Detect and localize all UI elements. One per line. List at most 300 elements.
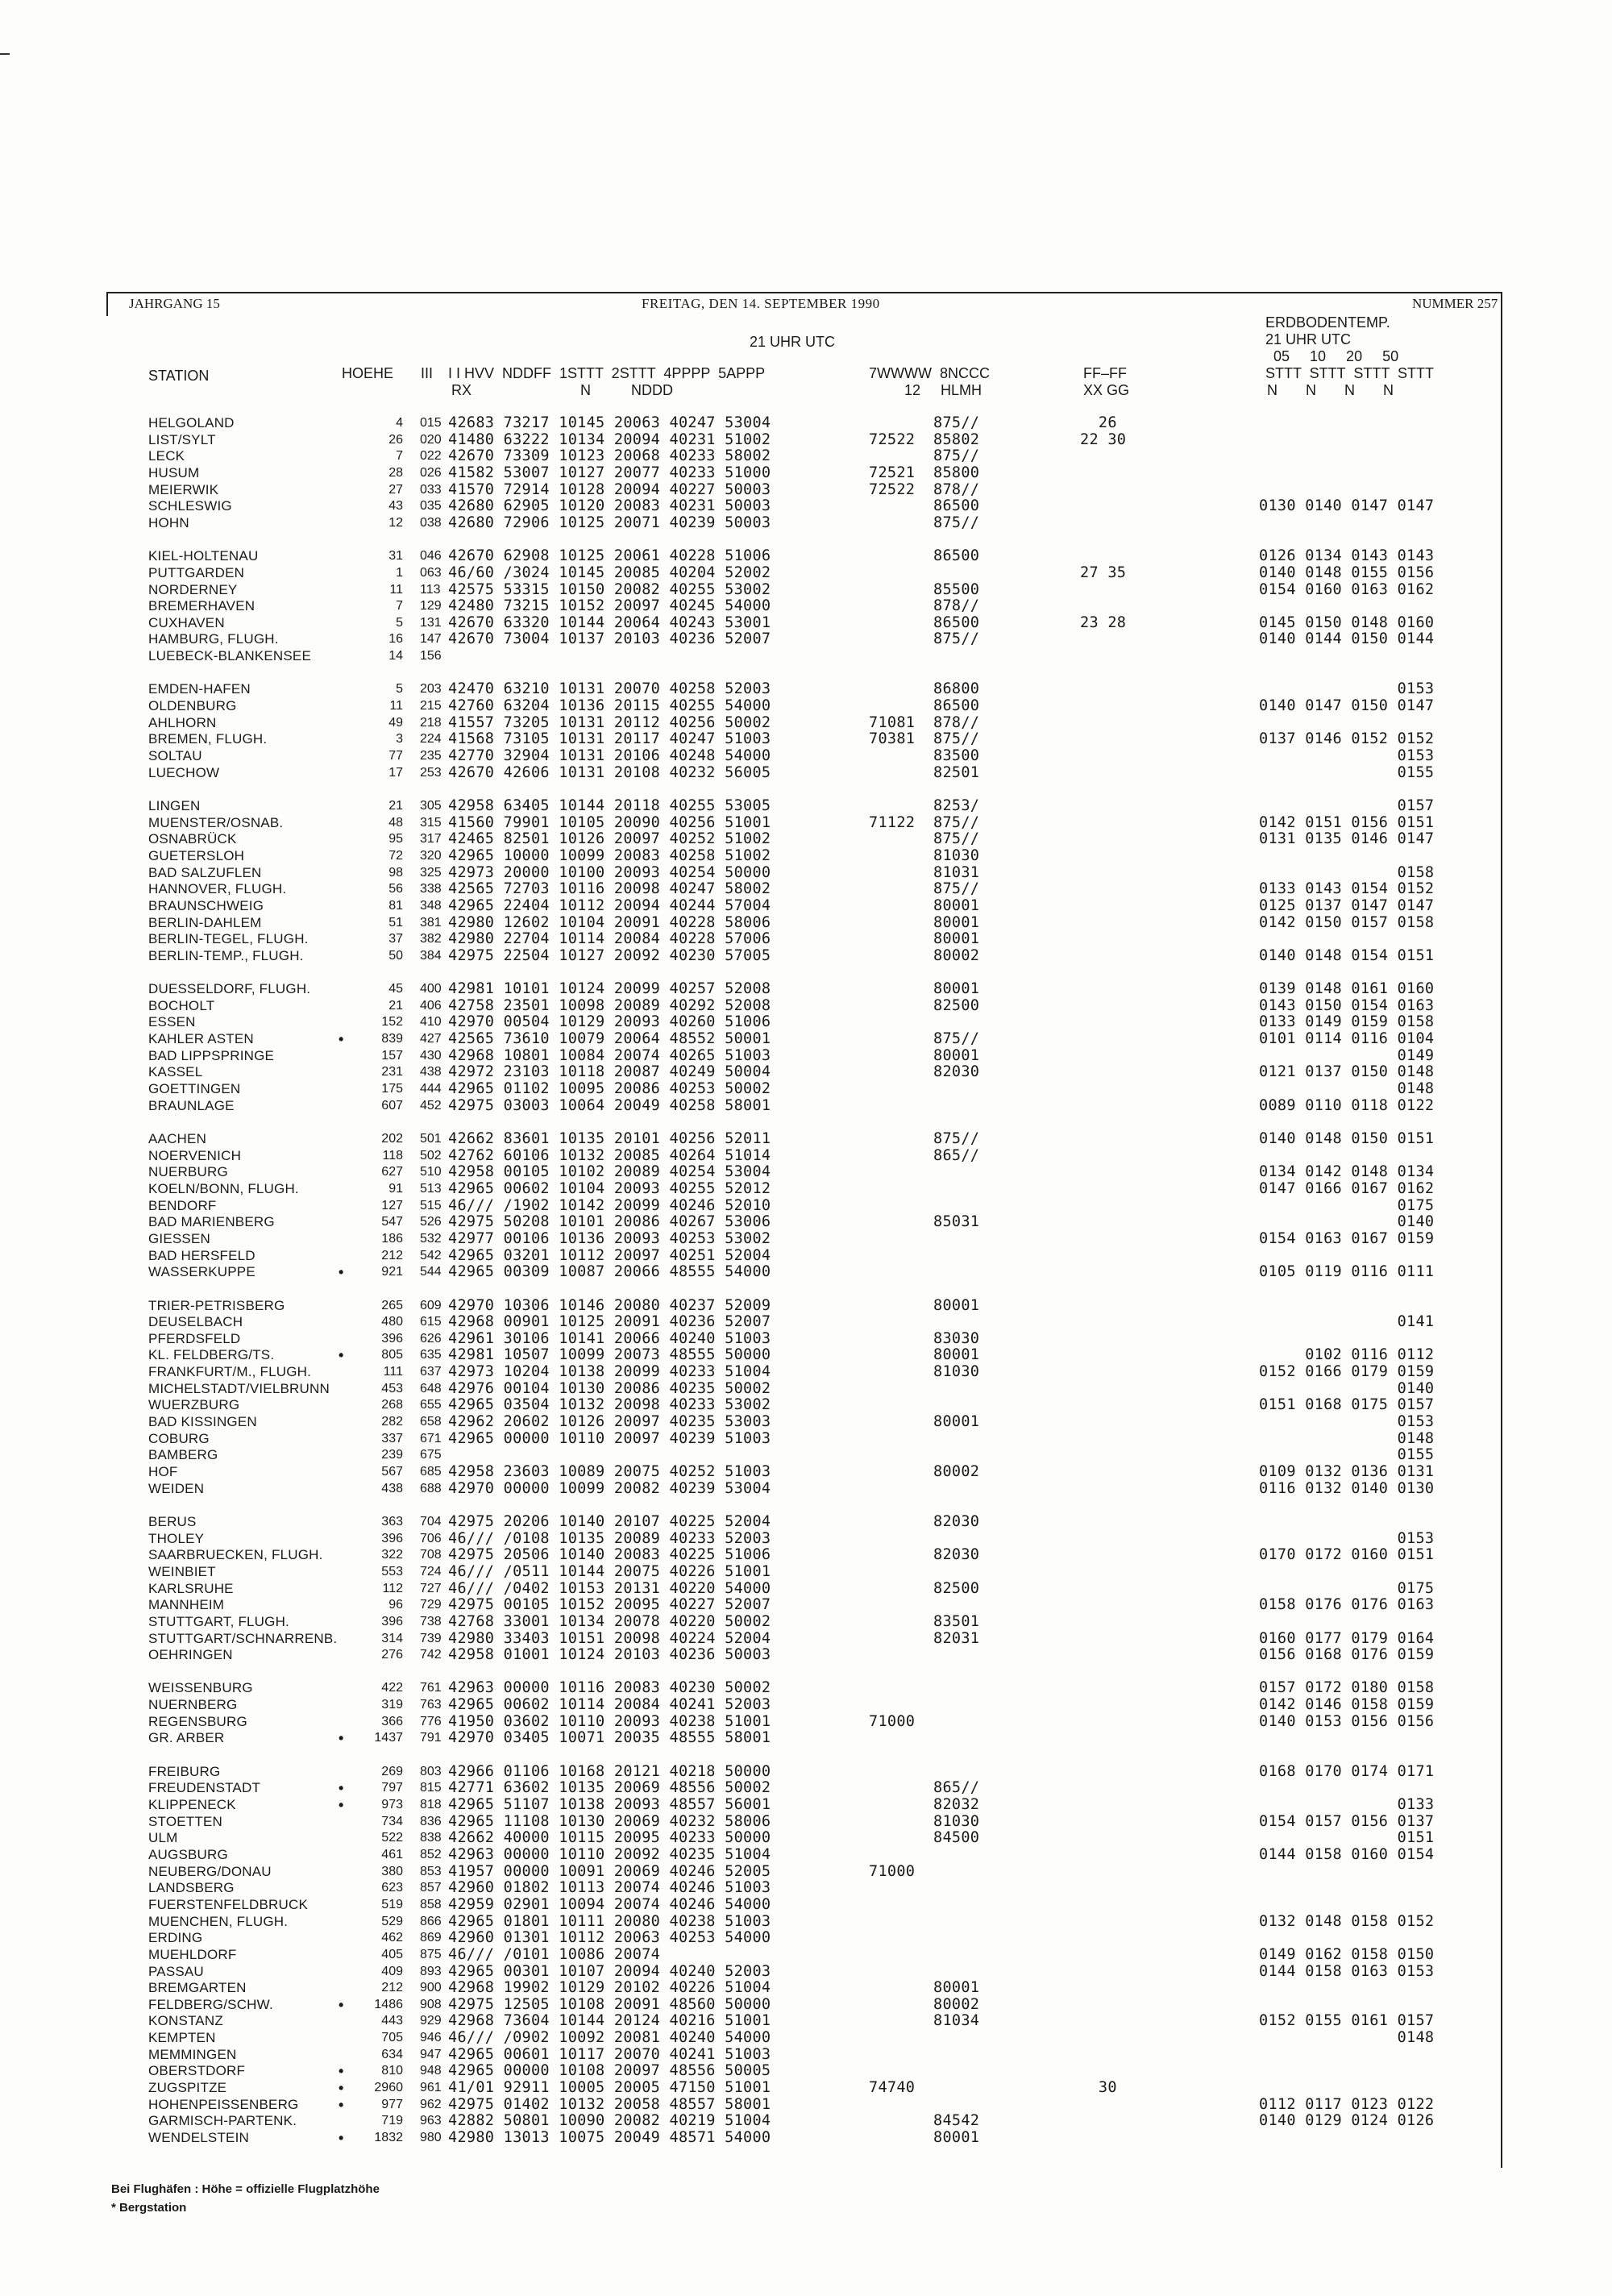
station-height: 1437 [374, 1731, 403, 1745]
station-height: 77 [388, 749, 403, 763]
table-row [0, 1547, 1612, 1564]
station-name: OEHRINGEN [148, 1647, 233, 1663]
station-height: 1 [396, 565, 403, 580]
group-8nccc: 81031 [933, 863, 980, 881]
table-row [0, 1081, 1612, 1098]
station-height: 719 [381, 2114, 403, 2128]
synop-groups: 42965 00301 10107 20094 40240 52003 [448, 1962, 771, 1980]
synop-groups: 42465 82501 10126 20097 40252 51002 [448, 830, 771, 848]
time-heading: 21 UHR UTC [750, 334, 836, 350]
station-index: 384 [420, 948, 442, 963]
table-row [0, 1864, 1612, 1881]
table-row [0, 631, 1612, 648]
mountain-station-marker: • [339, 1730, 344, 1747]
station-name: DUESSELDORF, FLUGH. [148, 981, 311, 997]
station-name: MUENSTER/OSNAB. [148, 814, 284, 830]
table-row [0, 1647, 1612, 1664]
station-index: 430 [420, 1048, 442, 1063]
table-row [0, 448, 1612, 465]
station-name: BRAUNLAGE [148, 1097, 235, 1113]
station-height: 607 [381, 1098, 403, 1113]
table-row [0, 1830, 1612, 1847]
station-index: 648 [420, 1381, 442, 1395]
station-name: ERDING [148, 1930, 203, 1946]
station-index: 724 [420, 1564, 442, 1578]
synop-groups: 42976 00104 10130 20086 40235 50002 [448, 1379, 771, 1397]
station-height: 269 [381, 1764, 403, 1778]
synop-groups: 42670 73004 10137 20103 40236 52007 [448, 630, 771, 648]
group-8nccc: 82500 [933, 996, 980, 1014]
synop-groups: 42975 50208 10101 20086 40267 53006 [448, 1213, 771, 1231]
table-row [0, 1514, 1612, 1531]
station-name: WENDELSTEIN [148, 2130, 249, 2145]
synop-groups: 46/// /0902 10092 20081 40240 54000 [448, 2029, 771, 2047]
synop-groups: 42770 32904 10131 20106 40248 54000 [448, 747, 771, 764]
station-height: 409 [381, 1964, 403, 1978]
soil-depths: 05 10 20 50 [1273, 348, 1399, 364]
table-row [0, 1764, 1612, 1781]
station-name: OSNABRÜCK [148, 831, 237, 847]
table-row [0, 1364, 1612, 1381]
station-index: 224 [420, 732, 442, 747]
group-7wwww: 70381 [869, 730, 916, 748]
soil-temperatures: 0126 0134 0143 0143 [1259, 547, 1435, 565]
station-height: 14 [388, 649, 403, 663]
station-name: STUTTGART/SCHNARRENB. [148, 1630, 338, 1646]
wind-gust: 22 30 [1080, 430, 1127, 448]
station-name: LUECHOW [148, 764, 220, 780]
station-height: 239 [381, 1448, 403, 1462]
station-name: BAD MARIENBERG [148, 1214, 275, 1230]
soil-temperatures: 0116 0132 0140 0130 [1259, 1479, 1435, 1497]
synop-groups: 42758 23501 10098 20089 40292 52008 [448, 996, 771, 1014]
station-height: 31 [388, 549, 403, 564]
table-row [0, 1148, 1612, 1165]
station-name: BAD KISSINGEN [148, 1414, 257, 1429]
station-name: KARLSRUHE [148, 1580, 234, 1596]
synop-groups: 42975 01402 10132 20058 48557 58001 [448, 2095, 771, 2113]
station-index: 515 [420, 1198, 442, 1212]
station-height: 405 [381, 1947, 403, 1961]
station-height: 56 [388, 882, 403, 896]
soil-stt-heading: STTT STTT STTT STTT [1265, 365, 1434, 381]
station-height: 3 [396, 732, 403, 747]
station-index: 635 [420, 1348, 442, 1362]
station-height: 11 [389, 582, 403, 597]
table-row [0, 515, 1612, 532]
station-index: 410 [420, 1015, 442, 1029]
soil-temperatures: 0152 0166 0179 0159 [1259, 1363, 1435, 1381]
soil-temperatures: 0109 0132 0136 0131 [1259, 1463, 1435, 1480]
station-name: LUEBECK-BLANKENSEE [148, 648, 312, 664]
station-name: AUGSBURG [148, 1846, 228, 1862]
station-height: 51 [388, 915, 403, 930]
group-8nccc: 875// [933, 830, 980, 848]
table-row [0, 2013, 1612, 2030]
group-8nccc: 80001 [933, 1046, 980, 1064]
station-height: 627 [381, 1165, 403, 1179]
synop-groups: 42575 53315 10150 20082 40255 53002 [448, 580, 771, 598]
synop-groups: 42965 00000 10108 20097 48556 50005 [448, 2062, 771, 2080]
synop-groups: 41570 72914 10128 20094 40227 50003 [448, 480, 771, 498]
station-height: 212 [381, 1981, 403, 1995]
soil-temperatures: 0137 0146 0152 0152 [1259, 730, 1435, 748]
station-name: HOF [148, 1464, 178, 1479]
station-index: 510 [420, 1165, 442, 1179]
synop-groups: 42961 30106 10141 20066 40240 51003 [448, 1329, 771, 1347]
station-height: 268 [381, 1398, 403, 1412]
synop-groups: 41568 73105 10131 20117 40247 51003 [448, 730, 771, 748]
soil-temperatures: 0160 0177 0179 0164 [1259, 1629, 1435, 1647]
station-index: 218 [420, 715, 442, 730]
soil-temperatures: 0155 [1259, 1446, 1435, 1464]
station-height: 1486 [374, 1997, 403, 2011]
station-height: 12 [388, 515, 403, 530]
station-index: 815 [420, 1781, 442, 1795]
mountain-station-marker: • [339, 1996, 344, 2013]
group7-heading: 7WWWW 8NCCC [869, 365, 990, 381]
synop-groups: 42958 63405 10144 20118 40255 53005 [448, 797, 771, 814]
station-height: 21 [388, 998, 403, 1013]
station-name: KASSEL [148, 1064, 203, 1080]
group-8nccc: 80001 [933, 1979, 980, 1997]
table-row [0, 1814, 1612, 1831]
synop-groups: 46/// /1902 10142 20099 40246 52010 [448, 1196, 771, 1214]
table-row [0, 1397, 1612, 1414]
soil-temperatures: 0140 0148 0155 0156 [1259, 564, 1435, 581]
synop-groups: 42963 00000 10116 20083 40230 50002 [448, 1679, 771, 1697]
station-height: 127 [381, 1198, 403, 1212]
soil-temperatures: 0157 0172 0180 0158 [1259, 1679, 1435, 1697]
station-height: 37 [388, 932, 403, 946]
station-height: 553 [381, 1564, 403, 1578]
station-name: ULM [148, 1830, 178, 1846]
synop-groups: 42977 00106 10136 20093 40253 53002 [448, 1229, 771, 1247]
synop-groups: 42965 51107 10138 20093 48557 56001 [448, 1796, 771, 1813]
synop-groups: 42970 03405 10071 20035 48555 58001 [448, 1729, 771, 1747]
station-index: 739 [420, 1631, 442, 1645]
soil-temperatures: 0153 [1259, 1413, 1435, 1430]
table-row [0, 1680, 1612, 1697]
synop-groups: 42972 23103 10118 20087 40249 50004 [448, 1063, 771, 1081]
table-row [0, 498, 1612, 515]
station-name: BAD LIPPSPRINGE [148, 1047, 275, 1063]
station-height: 319 [381, 1698, 403, 1712]
station-name: BREMEN, FLUGH. [148, 731, 268, 747]
station-index: 637 [420, 1365, 442, 1379]
footnote-mountain-station: * Bergstation [111, 2201, 187, 2215]
synop-groups: 42965 00602 10104 20093 40255 52012 [448, 1179, 771, 1197]
soil-temperatures: 0140 [1259, 1213, 1435, 1231]
station-name: FREUDENSTADT [148, 1780, 261, 1796]
soil-temperatures: 0133 0143 0154 0152 [1259, 880, 1435, 898]
table-row [0, 565, 1612, 582]
soil-temperatures: 0148 [1259, 1429, 1435, 1447]
station-name: HOHENPEISSENBERG [148, 2096, 299, 2112]
masthead-number: NUMMER 257 [1412, 296, 1498, 311]
group-8nccc: 82031 [933, 1629, 980, 1647]
synop-groups: 42973 10204 10138 20099 40233 51004 [448, 1363, 771, 1381]
wind-gust: 26 [1080, 414, 1117, 431]
station-name: HELGOLAND [148, 415, 235, 430]
group-7wwww: 71000 [869, 1712, 916, 1730]
station-name: FREIBURG [148, 1763, 221, 1779]
soil-n-heading: N N N N [1267, 382, 1394, 398]
synop-groups: 42662 83601 10135 20101 40256 52011 [448, 1130, 771, 1147]
soil-temperatures: 0154 0160 0163 0162 [1259, 580, 1435, 598]
station-index: 513 [420, 1181, 442, 1196]
station-index: 325 [420, 865, 442, 880]
station-name: WEINBIET [148, 1563, 216, 1579]
synop-groups: 42965 00309 10087 20066 48555 54000 [448, 1263, 771, 1281]
station-height: 157 [381, 1048, 403, 1063]
station-name: KL. FELDBERG/TS. [148, 1347, 275, 1363]
station-height: 461 [381, 1847, 403, 1861]
group-8nccc: 865// [933, 1146, 980, 1164]
table-row [0, 1014, 1612, 1031]
station-name: HUSUM [148, 464, 200, 480]
station-index: 875 [420, 1947, 442, 1961]
group-7wwww: 71122 [869, 813, 916, 831]
soil-temperatures: 0148 [1259, 1080, 1435, 1097]
soil-temperatures: 0143 0150 0154 0163 [1259, 996, 1435, 1014]
synop-groups: 42975 20206 10140 20107 40225 52004 [448, 1512, 771, 1530]
synop-groups: 42680 62905 10120 20083 40231 50003 [448, 497, 771, 515]
group-8nccc: 80001 [933, 1413, 980, 1430]
table-row [0, 1331, 1612, 1348]
station-index: 400 [420, 982, 442, 996]
synop-groups: 42960 01802 10113 20074 40246 51003 [448, 1879, 771, 1897]
station-height: 81 [388, 898, 403, 913]
station-index: 803 [420, 1764, 442, 1778]
wind-gust: 30 [1080, 2079, 1117, 2096]
mountain-station-marker: • [339, 2130, 344, 2146]
table-row [0, 1064, 1612, 1081]
soil-temperatures: 0144 0158 0163 0153 [1259, 1962, 1435, 1980]
station-index: 046 [420, 549, 442, 564]
station-index: 438 [420, 1065, 442, 1079]
soil-time-heading: 21 UHR UTC [1265, 331, 1352, 347]
soil-temperatures: 0131 0135 0146 0147 [1259, 830, 1435, 848]
synop-groups: 46/// /0108 10135 20089 40233 52003 [448, 1529, 771, 1547]
station-index: 858 [420, 1897, 442, 1911]
soil-temperatures: 0158 0176 0176 0163 [1259, 1596, 1435, 1614]
table-row [0, 698, 1612, 715]
masthead-volume: JAHRGANG 15 [129, 296, 220, 311]
station-name: KAHLER ASTEN [148, 1031, 254, 1047]
ff-heading: FF–FF [1083, 365, 1127, 381]
station-index: 963 [420, 2114, 442, 2128]
station-name: STOETTEN [148, 1813, 222, 1829]
station-name: AACHEN [148, 1131, 207, 1146]
soil-temperatures: 0140 0153 0156 0156 [1259, 1712, 1435, 1730]
station-height: 265 [381, 1298, 403, 1312]
station-name: KLIPPENECK [148, 1797, 236, 1812]
soil-temperatures: 0149 0162 0158 0150 [1259, 1945, 1435, 1963]
group-8nccc: 875// [933, 730, 980, 748]
soil-temperatures: 0151 0168 0175 0157 [1259, 1396, 1435, 1414]
station-height: 96 [388, 1598, 403, 1612]
table-row [0, 948, 1612, 965]
station-height: 380 [381, 1864, 403, 1878]
station-name: GIESSEN [148, 1230, 210, 1246]
station-name: LANDSBERG [148, 1880, 235, 1896]
synop-groups: 42965 10000 10099 20083 40258 51002 [448, 846, 771, 864]
synop-groups: 46/// /0402 10153 20131 40220 54000 [448, 1579, 771, 1597]
station-index: 615 [420, 1315, 442, 1329]
station-index: 113 [420, 582, 441, 597]
table-row [0, 2063, 1612, 2080]
station-index: 544 [420, 1265, 442, 1279]
group-8nccc: 85031 [933, 1213, 980, 1231]
station-index: 866 [420, 1914, 442, 1928]
group-8nccc: 865// [933, 1779, 980, 1797]
station-index: 708 [420, 1548, 442, 1562]
table-row [0, 815, 1612, 832]
group-8nccc: 83500 [933, 747, 980, 764]
station-name: KONSTANZ [148, 2013, 223, 2029]
table-row [0, 1131, 1612, 1148]
table-row [0, 681, 1612, 698]
station-name: HOHN [148, 514, 189, 530]
station-index: 893 [420, 1964, 442, 1978]
station-name: COBURG [148, 1430, 210, 1446]
station-index: 947 [420, 2047, 442, 2061]
synop-groups: 42965 03504 10132 20098 40233 53002 [448, 1396, 771, 1414]
station-name: TRIER-PETRISBERG [148, 1297, 285, 1313]
station-height: 363 [381, 1514, 403, 1529]
station-name: PASSAU [148, 1963, 204, 1979]
table-row [0, 731, 1612, 748]
table-row [0, 1597, 1612, 1614]
group-8nccc: 82030 [933, 1546, 980, 1564]
soil-temperatures: 0140 0148 0150 0151 [1259, 1130, 1435, 1147]
station-height: 810 [381, 2064, 403, 2078]
group-8nccc: 80001 [933, 2129, 980, 2146]
station-name: OBERSTDORF [148, 2063, 246, 2079]
soil-temperatures: 0147 0166 0167 0162 [1259, 1179, 1435, 1197]
station-name: AHLHORN [148, 714, 217, 730]
station-height: 91 [388, 1181, 403, 1196]
station-height: 26 [388, 432, 403, 447]
table-row [0, 1248, 1612, 1265]
soil-temperatures: 0140 0148 0154 0151 [1259, 946, 1435, 964]
station-height: 453 [381, 1381, 403, 1395]
station-name: WUERZBURG [148, 1397, 240, 1413]
synop-groups: 42980 13013 10075 20049 48571 54000 [448, 2129, 771, 2146]
station-index: 791 [420, 1731, 442, 1745]
station-name: HAMBURG, FLUGH. [148, 631, 279, 647]
group-8nccc: 82500 [933, 1579, 980, 1597]
soil-temperatures: 0144 0158 0160 0154 [1259, 1845, 1435, 1863]
station-index: 685 [420, 1465, 442, 1479]
station-height: 111 [383, 1365, 403, 1379]
table-row [0, 2097, 1612, 2114]
synop-groups: 42771 63602 10135 20069 48556 50002 [448, 1779, 771, 1797]
station-index: 501 [420, 1132, 442, 1146]
synop-groups: 42965 01102 10095 20086 40253 50002 [448, 1080, 771, 1097]
group-8nccc: 80002 [933, 946, 980, 964]
group-8nccc: 80001 [933, 896, 980, 914]
synop-groups: 42662 40000 10115 20095 40233 50000 [448, 1829, 771, 1847]
station-index: 215 [420, 699, 442, 713]
station-name: SOLTAU [148, 748, 202, 763]
station-index: 655 [420, 1398, 442, 1412]
group-8nccc: 85500 [933, 580, 980, 598]
station-height: 27 [388, 482, 403, 497]
table-row [0, 482, 1612, 499]
station-index: 727 [420, 1581, 442, 1595]
station-index: 129 [420, 599, 442, 614]
station-index: 338 [420, 882, 442, 896]
table-row [0, 1697, 1612, 1714]
soil-temperatures: 0102 0116 0112 [1259, 1346, 1435, 1364]
station-name: THOLEY [148, 1530, 205, 1546]
synop-groups: 42470 63210 10131 20070 40258 52003 [448, 680, 771, 698]
station-name: BERUS [148, 1513, 197, 1529]
wind-gust: 27 35 [1080, 564, 1127, 581]
station-height: 366 [381, 1714, 403, 1728]
station-index: 444 [420, 1082, 442, 1096]
group-8nccc: 80001 [933, 930, 980, 948]
station-name: EMDEN-HAFEN [148, 681, 251, 697]
station-height: 623 [381, 1881, 403, 1895]
station-name: STUTTGART, FLUGH. [148, 1613, 289, 1629]
table-row [0, 1897, 1612, 1914]
synop-groups: 42970 10306 10146 20080 40237 52009 [448, 1296, 771, 1314]
soil-temperatures: 0121 0137 0150 0148 [1259, 1063, 1435, 1081]
station-name: BREMERHAVEN [148, 598, 256, 614]
table-row [0, 465, 1612, 482]
station-name: MEMMINGEN [148, 2046, 237, 2062]
synop-groups: 42565 72703 10116 20098 40247 58002 [448, 880, 771, 898]
station-index: 156 [420, 649, 442, 663]
soil-temperatures: 0133 [1259, 1796, 1435, 1813]
group-8nccc: 875// [933, 1030, 980, 1048]
soil-temperatures: 0133 0149 0159 0158 [1259, 1013, 1435, 1031]
station-index: 908 [420, 1997, 442, 2011]
station-index: 671 [420, 1431, 442, 1445]
soil-temperatures: 0149 [1259, 1046, 1435, 1064]
group-8nccc: 83501 [933, 1612, 980, 1630]
table-row [0, 1780, 1612, 1797]
station-height: 7 [396, 449, 403, 464]
station-index: 675 [420, 1448, 442, 1462]
table-row [0, 1414, 1612, 1431]
station-index: 626 [420, 1331, 442, 1346]
soil-temperatures: 0156 0168 0176 0159 [1259, 1646, 1435, 1664]
soil-temperatures: 0168 0170 0174 0171 [1259, 1762, 1435, 1780]
station-name: MICHELSTADT/VIELBRUNN [148, 1380, 330, 1396]
station-height: 462 [381, 1931, 403, 1945]
synop-groups: 42980 22704 10114 20084 40228 57006 [448, 930, 771, 948]
group-8nccc: 878// [933, 597, 980, 615]
group-7wwww: 71081 [869, 713, 916, 731]
station-height: 212 [381, 1248, 403, 1262]
mountain-station-marker: • [339, 2096, 344, 2113]
table-row [0, 1347, 1612, 1364]
soil-temperatures: 0170 0172 0160 0151 [1259, 1546, 1435, 1564]
synop-groups: 42968 19902 10129 20102 40226 51004 [448, 1979, 771, 1997]
station-index: 235 [420, 749, 442, 763]
station-name: BOCHOLT [148, 997, 215, 1013]
soil-temperatures: 0158 [1259, 863, 1435, 881]
table-row [0, 881, 1612, 898]
station-name: MEIERWIK [148, 481, 219, 497]
soil-temperatures: 0141 [1259, 1313, 1435, 1331]
station-name: WEISSENBURG [148, 1680, 253, 1696]
station-name: NOERVENICH [148, 1147, 242, 1163]
